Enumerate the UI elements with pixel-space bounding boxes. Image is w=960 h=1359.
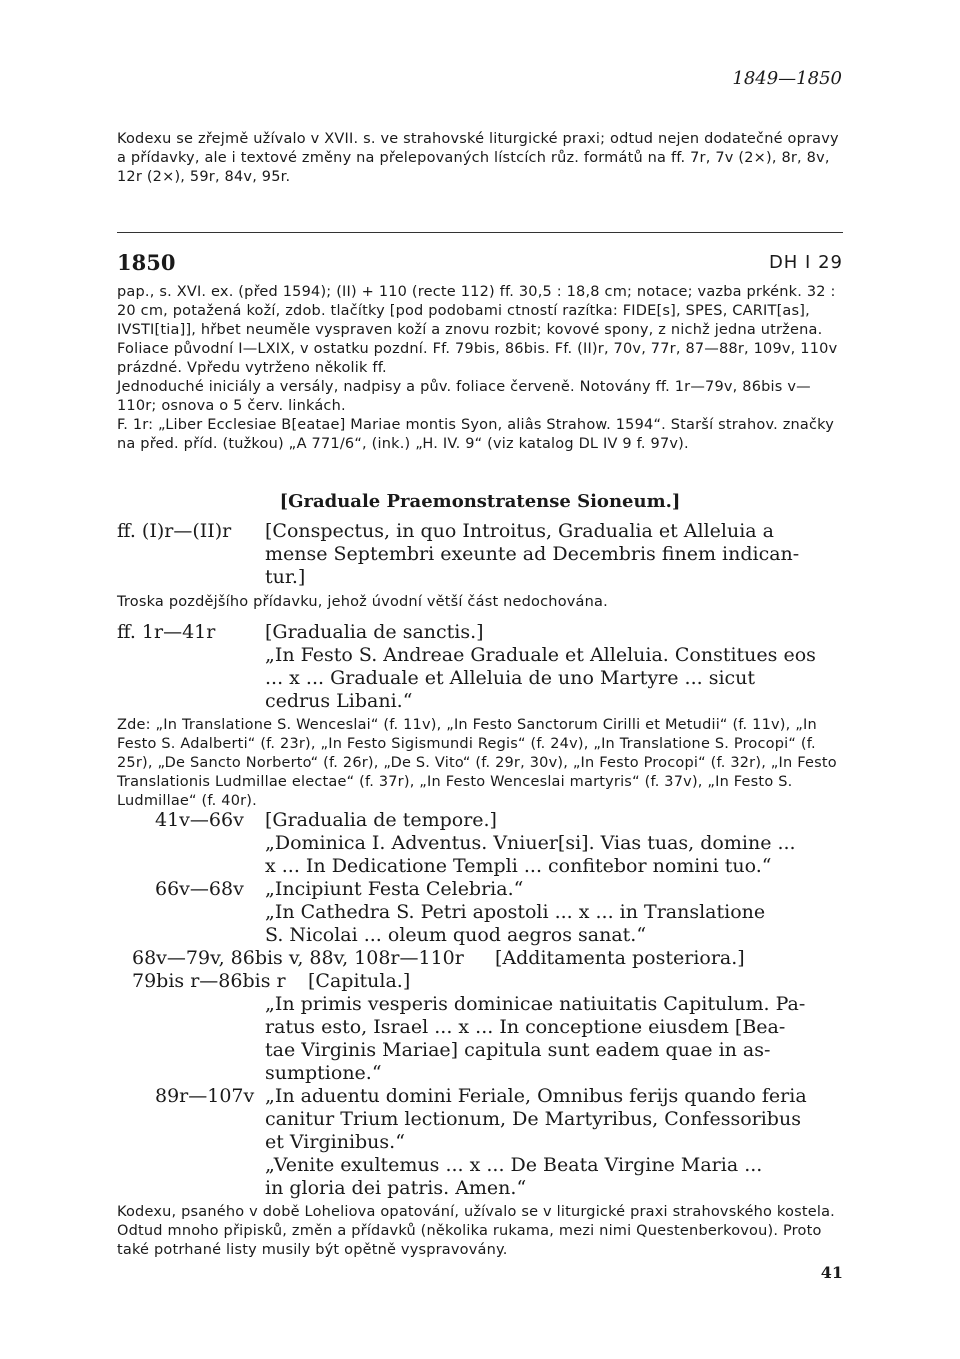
content-line: „In aduentu domini Feriale, Omnibus ferijs quando feria [265, 1085, 807, 1107]
content-line: [Capitula.] [308, 970, 411, 992]
content-line: „Dominica I. Adventus. Vniuer[si]. Vias tuas, domine ... [265, 832, 796, 854]
content-line: „Incipiunt Festa Celebria.“ [265, 878, 524, 900]
content-line: tae Virginis Mariae] capitula sunt eadem quae in as- [265, 1039, 771, 1061]
entry-number: 1850 [117, 250, 176, 275]
content-ref: 79bis r—86bis r [132, 970, 286, 992]
content-line: S. Nicolai ... oleum quod aegros sanat.“ [265, 924, 647, 946]
closing-note: Kodexu, psaného v době Loheliova opatování, užívalo se v liturgické praxi strahovského kostela. Odtud mnoho připisků, změn a přídavků (několika rukama, mezi nimi Questenberkovou). Proto také potrhané listy musily být opětně vyspravovány. [117, 1204, 835, 1258]
content-line: ... x ... Graduale et Alleluia de uno Martyre ... sicut [265, 667, 756, 689]
content-ref: 68v—79v, 86bis v, 88v, 108r—110r [132, 947, 464, 969]
content-line: in gloria dei patris. Amen.“ [265, 1177, 527, 1199]
content-line: et Virginibus.“ [265, 1131, 405, 1153]
content-line: [Additamenta posteriora.] [495, 947, 745, 969]
content-line: x ... In Dedicatione Templi ... confitebor nomini tuo.“ [265, 855, 772, 877]
content-ref: 66v—68v [155, 878, 244, 900]
work-title: [Graduale Praemonstratense Sioneum.] [279, 491, 681, 512]
content-line: „In primis vesperis dominicae natiuitatis Capitulum. Pa- [265, 993, 806, 1015]
content-ref: ff. 1r—41r [117, 621, 216, 643]
content-line: tur.] [265, 566, 306, 588]
content-line: cedrus Libani.“ [265, 690, 413, 712]
intro-paragraph: Kodexu se zřejmě užívalo v XVII. s. ve strahovské liturgické praxi; odtud nejen dodatečné opravy a přídavky, ale i textové změny na přelepovaných lístcích růz. formátů na ff. 7r, 7v (2×), 8r, 8v, 12r (2×), 59r, 84v, 95r. [117, 131, 839, 185]
content-ref: 89r—107v [155, 1085, 255, 1107]
shelf-signature: DH I 29 [768, 252, 843, 273]
content-line: [Conspectus, in quo Introitus, Gradualia et Alleluia a [265, 520, 774, 542]
content-note: Zde: „In Translatione S. Wenceslai“ (f. 11v), „In Festo Sanctorum Cirilli et Metudii“ (f. 11v), „In Festo S. Adalberti“ (f. 23r), „In Festo Sigismundi Regis“ (f. 24v), „In Translatione S. Procopi“ (f. 25r), „De Sancto Norberto“ (f. 26r), „De S. Vito“ (f. 29r, 30v), „In Festo Procopi“ (f. 32r), „In Festo Translationis Ludmillae electae“ (f. 37r), „In Festo Wenceslai martyris“ (f. 37v), „In Festo S. Ludmillae“ (f. 40r). [117, 717, 837, 809]
description-paragraph: Jednoduché iniciály a versály, nadpisy a pův. foliace červeně. Notovány ff. 1r—79v, 86bis v—110r; osnova o 5 červ. linkách. [117, 379, 811, 414]
section-divider [117, 232, 843, 233]
content-line: „In Festo S. Andreae Graduale et Alleluia. Constitues eos [265, 644, 816, 666]
content-note: Troska pozdějšího přídavku, jehož úvodní větší část nedochována. [117, 594, 608, 610]
content-line: mense Septembri exeunte ad Decembris finem indican- [265, 543, 800, 565]
content-ref: ff. (I)r—(II)r [117, 520, 232, 542]
description-paragraph: pap., s. XVI. ex. (před 1594); (II) + 110 (recte 112) ff. 30,5 : 18,8 cm; notace; vazba prkénk. 32 : 20 cm, potažená koží, zdob. tlačítky [pod podobami ctností razítka: FIDE[s], SPES, CARIT[as], IVSTI[tia]], hřbet neuměle vyspraven koží a znovu rozbit; kovové spony, z nichž jedna utržena. [117, 284, 836, 338]
content-ref: 41v—66v [155, 809, 244, 831]
page-number: 41 [820, 1263, 843, 1282]
content-line: sumptione.“ [265, 1062, 382, 1084]
content-line: [Gradualia de sanctis.] [265, 621, 484, 643]
description-paragraph: Foliace původní I—LXIX, v ostatku pozdní. Ff. 79bis, 86bis. Ff. (II)r, 70v, 77r, 87—88r, 109v, 110v prázdné. Vpředu vytrženo několik ff. [117, 341, 838, 376]
physical-description [117, 283, 843, 454]
content-line: „In Cathedra S. Petri apostoli ... x ... in Translatione [265, 901, 766, 923]
description-paragraph: F. 1r: „Liber Ecclesiae B[eatae] Mariae montis Syon, aliâs Strahow. 1594“. Starší strahov. značky na před. příd. (tužkou) „A 771/6“, (ink.) „H. IV. 9“ (viz katalog DL IV 9 f. 97v). [117, 417, 835, 452]
content-line: canitur Trium lectionum, De Martyribus, Confessoribus [265, 1108, 801, 1130]
running-head: 1849—1850 [732, 68, 842, 89]
content-line: „Venite exultemus ... x ... De Beata Virgine Maria ... [265, 1154, 763, 1176]
content-line: [Gradualia de tempore.] [265, 809, 497, 831]
content-line: ratus esto, Israel ... x ... In conceptione eiusdem [Bea- [265, 1016, 786, 1038]
